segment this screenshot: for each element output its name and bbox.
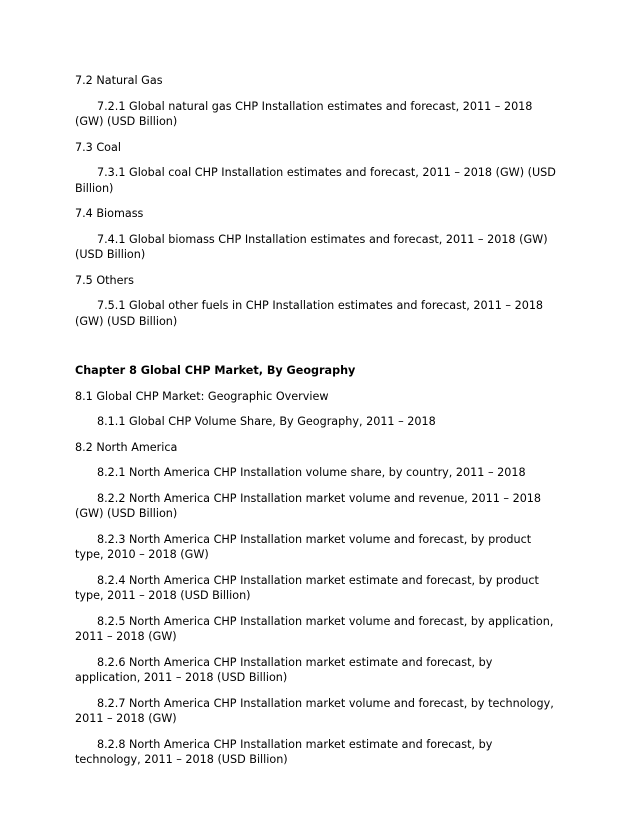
section-heading: 7.3 Coal [75,140,121,154]
subsection-entry: 8.2.1 North America CHP Installation volume share, by country, 2011 – 2018 [97,466,526,479]
section-heading: 7.4 Biomass [75,207,144,220]
subsection-entry: 7.3.1 Global coal CHP Installation estimates and forecast, 2011 – 2018 (GW) (USD Billion) [75,166,556,195]
subsection-entry: 7.5.1 Global other fuels in CHP Installation estimates and forecast, 2011 – 2018 (GW) (USD Billion) [75,299,544,328]
subsection-entry: 8.2.4 North America CHP Installation market estimate and forecast, by product type, 2011 – 2018 (USD Billion) [75,573,539,602]
section-heading: 7.2 Natural Gas [75,74,163,87]
subsection-entry: 8.2.5 North America CHP Installation market volume and forecast, by application, 2011 – 2018 (GW) [75,614,554,643]
section-heading: 7.5 Others [75,273,134,287]
section-heading: 8.2 North America [75,440,178,454]
section-heading: 8.1 Global CHP Market: Geographic Overview [75,389,329,403]
subsection-entry: 8.2.2 North America CHP Installation market volume and revenue, 2011 – 2018 (GW) (USD Billion) [75,491,542,520]
subsection-entry: 8.2.7 North America CHP Installation market volume and forecast, by technology, 2011 – 2018 (GW) [75,696,554,725]
subsection-entry: 7.4.1 Global biomass CHP Installation estimates and forecast, 2011 – 2018 (GW) (USD Billion) [75,232,548,261]
chapter-heading: Chapter 8 Global CHP Market, By Geography [75,364,356,377]
subsection-entry: 8.1.1 Global CHP Volume Share, By Geography, 2011 – 2018 [97,415,436,428]
subsection-entry: 7.2.1 Global natural gas CHP Installation estimates and forecast, 2011 – 2018 (GW) (USD Billion) [75,99,533,128]
document-page [75,73,560,778]
subsection-entry: 8.2.3 North America CHP Installation market volume and forecast, by product type, 2010 – 2018 (GW) [75,532,532,561]
subsection-entry: 8.2.8 North America CHP Installation market estimate and forecast, by technology, 2011 – 2018 (USD Billion) [75,737,493,766]
subsection-entry: 8.2.6 North America CHP Installation market estimate and forecast, by application, 2011 – 2018 (USD Billion) [75,655,493,684]
